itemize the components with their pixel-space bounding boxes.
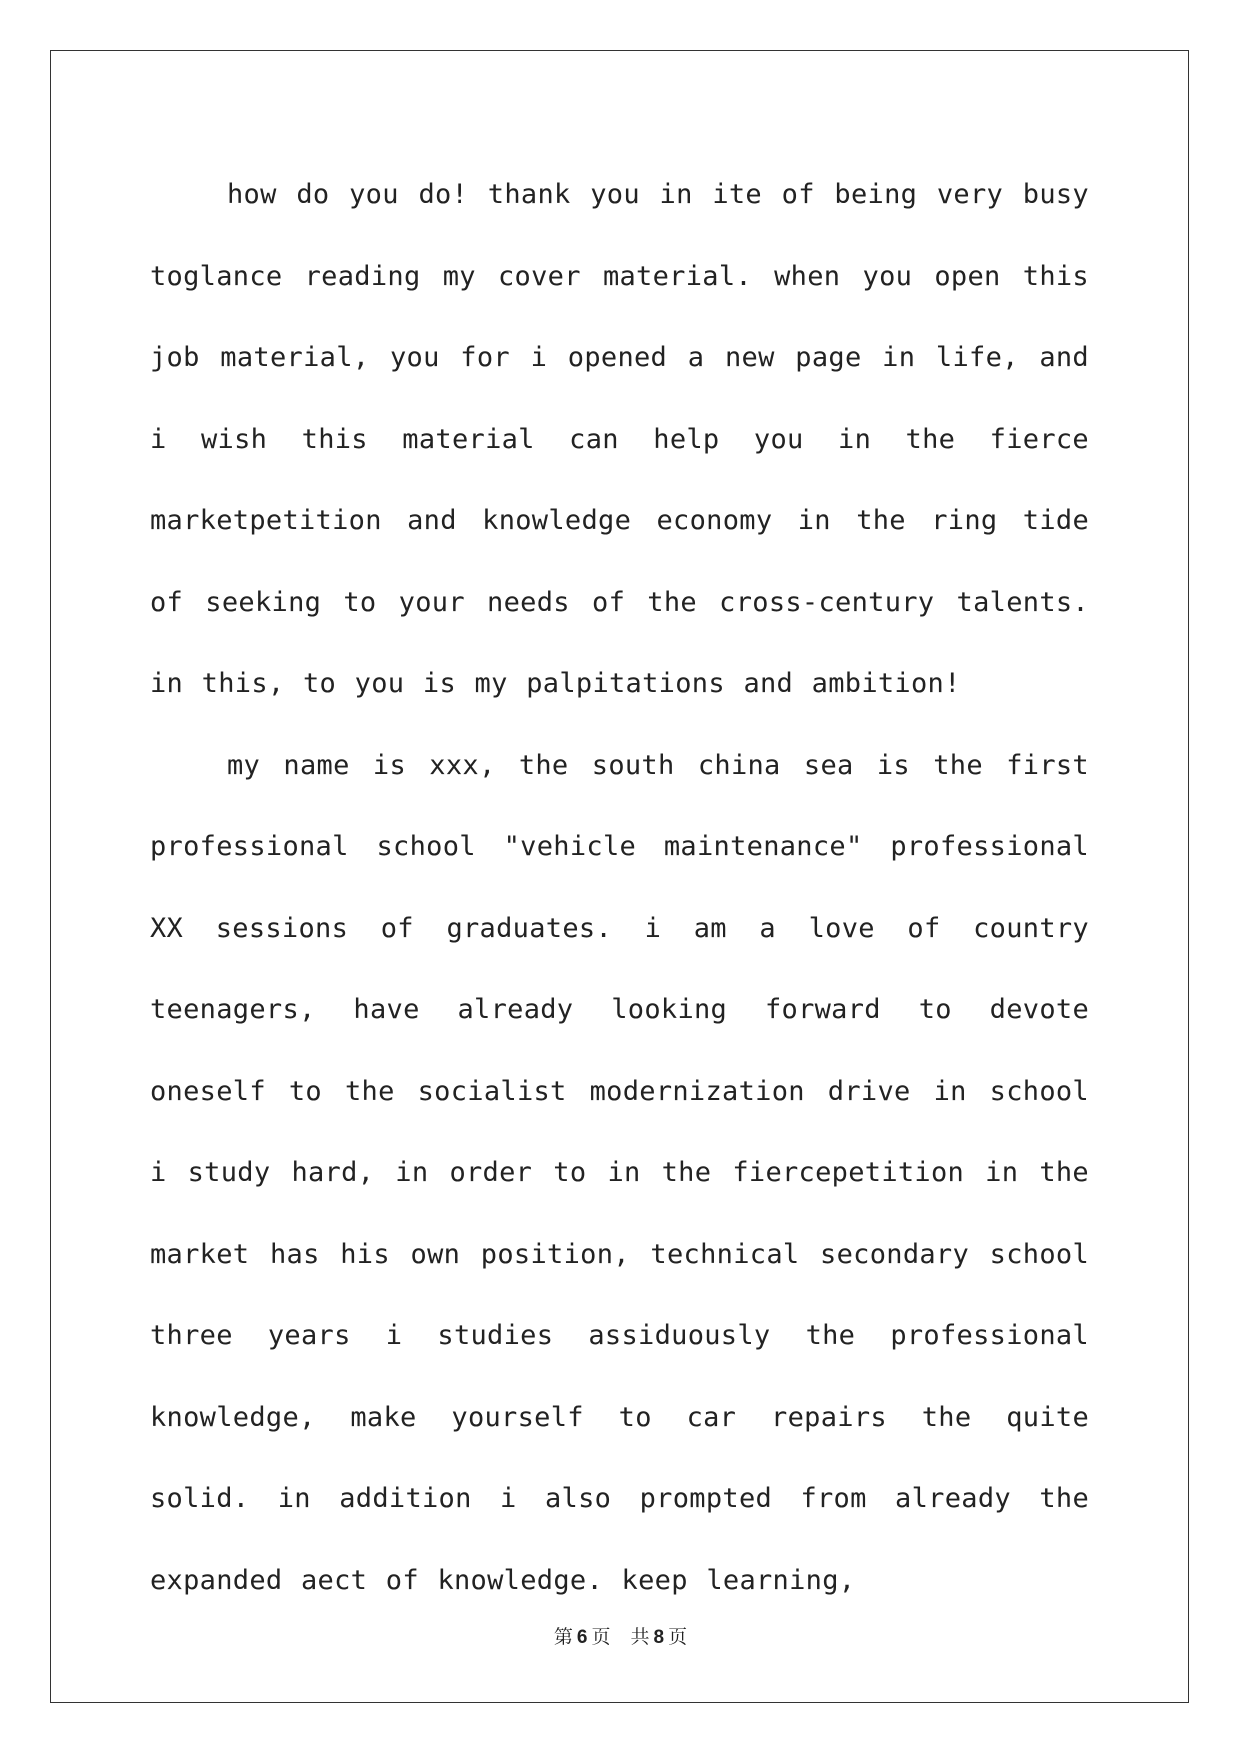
page-footer <box>0 1622 1241 1649</box>
total-pages-suffix: 页 <box>668 1626 688 1648</box>
paragraph-1: how do you do! thank you in ite of being very busy toglance reading my cover material. when you open this job material, you for i opened a new page in life, and i wish this material can help you in the fierce marketpetition and knowledge economy in the ring tide of seeking to your needs of the cross-century talents. in this, to you is my palpitations and ambition! <box>150 179 1089 699</box>
document-body <box>150 154 1089 1621</box>
page-number-prefix: 第 <box>553 1626 573 1648</box>
paragraph-2: my name is xxx, the south china sea is the first professional school "vehicle maintenance" professional XX sessions of graduates. i am a love of country teenagers, have already looking forward to devote oneself to the socialist modernization drive in school i study hard, in order to in the fiercepetition in the market has his own position, technical secondary school three years i studies assiduously the professional knowledge, make yourself to car repairs the quite solid. in addition i also prompted from already the expanded aect of knowledge. keep learning, <box>150 749 1089 1596</box>
total-pages-number: 8 <box>653 1627 665 1648</box>
total-pages-prefix: 共 <box>630 1626 650 1648</box>
page-number-suffix: 页 <box>591 1626 611 1648</box>
current-page-number: 6 <box>576 1627 588 1648</box>
